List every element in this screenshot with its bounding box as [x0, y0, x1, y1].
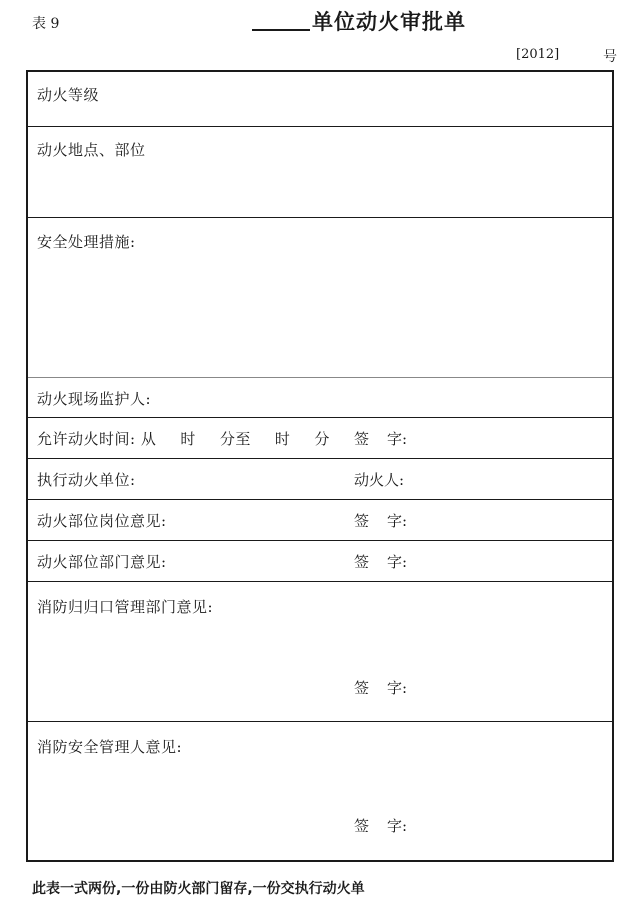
title-blank-line: [252, 29, 310, 31]
fire-level-label: 动火等级: [37, 86, 100, 104]
dept-opinion-label: 动火部位部门意见:: [37, 553, 167, 571]
row-safety-measures: [28, 218, 612, 378]
row-executing-unit: [28, 459, 612, 500]
table-number: 表 9: [32, 16, 60, 32]
fire-dept-signature-field: 签 字:: [354, 679, 408, 697]
fire-location-label: 动火地点、部位: [37, 141, 146, 159]
time-from: 从: [140, 430, 157, 448]
row-supervisor: [28, 378, 612, 418]
allowed-time-field: [37, 428, 330, 449]
row-safety-manager-opinion: [28, 722, 612, 862]
safety-manager-opinion-label: 消防安全管理人意见:: [37, 738, 183, 756]
post-opinion-label: 动火部位岗位意见:: [37, 512, 167, 530]
document-number-suffix: 号: [603, 49, 617, 65]
post-signature-field: 签 字:: [354, 512, 408, 530]
time-hour-2: 时: [274, 430, 291, 448]
fire-dept-opinion-label: 消防归归口管理部门意见:: [37, 598, 214, 616]
safety-manager-signature-field: 签 字:: [354, 817, 408, 835]
allowed-time-label: 允许动火时间:: [37, 430, 136, 448]
row-fire-location: [28, 127, 612, 218]
row-dept-opinion: [28, 541, 612, 582]
row-fire-dept-opinion: [28, 582, 612, 722]
executing-unit-label: 执行动火单位:: [37, 471, 136, 489]
time-signature-field: 签 字:: [354, 430, 408, 448]
time-minute: 分: [314, 430, 330, 448]
time-hour-1: 时: [180, 430, 196, 448]
document-year: [2012]: [516, 47, 560, 62]
title-text: 单位动火审批单: [312, 10, 466, 34]
page-title: [252, 6, 466, 36]
approval-form-table: [26, 70, 614, 862]
row-fire-level: [28, 72, 612, 127]
dept-signature-field: 签 字:: [354, 553, 408, 571]
row-post-opinion: [28, 500, 612, 541]
row-allowed-time: [28, 418, 612, 459]
supervisor-label: 动火现场监护人:: [37, 390, 152, 408]
footer-note: 此表一式两份,一份由防火部门留存,一份交执行动火单: [32, 881, 365, 897]
time-minute-to: 分至: [219, 430, 251, 448]
safety-measures-label: 安全处理措施:: [37, 233, 136, 251]
fire-person-label: 动火人:: [354, 471, 405, 489]
